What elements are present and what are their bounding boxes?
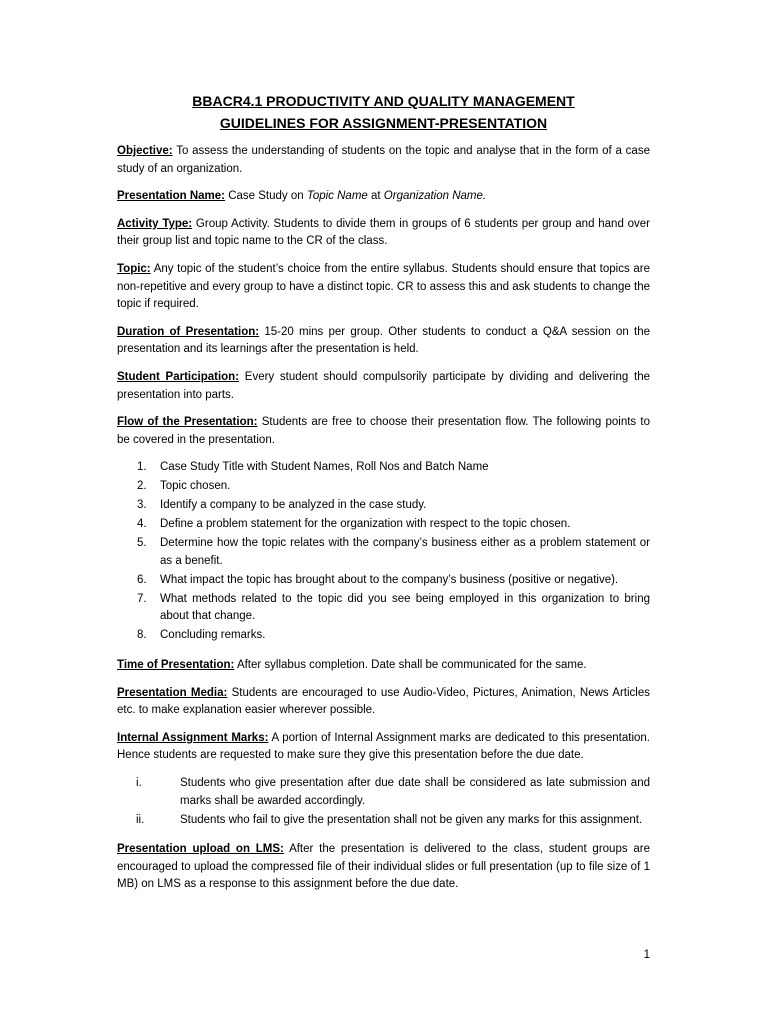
flow-point-text: What impact the topic has brought about to the company’s business (positive or negative). [160,573,619,586]
flow-point-number: 6. [137,573,147,586]
flow-label: Flow of the Presentation: [117,416,258,429]
lms-upload-label: Presentation upload on LMS: [117,843,284,856]
marks-rules-list [117,775,650,829]
flow-point-number: 8. [137,629,147,642]
flow-point [117,478,650,496]
presentation-name-text-between: at [371,190,381,203]
marks-rule-numeral: i. [136,776,142,789]
flow-point-number: 3. [137,499,147,512]
flow-point-text: Topic chosen. [160,480,231,493]
flow-point [117,627,650,645]
flow-point-text: Concluding remarks. [160,629,266,642]
flow-point-number: 5. [137,537,147,550]
flow-point-text: Case Study Title with Student Names, Roll Nos and Batch Name [160,461,489,474]
presentation-name-label: Presentation Name: [117,190,226,203]
objective-paragraph [117,143,650,178]
topic-label: Topic: [117,262,151,275]
media-text: Students are encouraged to use Audio-Video, Pictures, Animation, News Articles etc. to make explanation easier wherever possible. [117,686,650,717]
flow-point-number: 1. [137,461,147,474]
media-paragraph [117,685,650,720]
flow-point [117,459,650,477]
topic-name-placeholder: Topic Name [306,190,368,203]
lms-upload-paragraph [117,841,650,894]
presentation-name-paragraph [117,188,650,206]
duration-paragraph [117,324,650,359]
flow-point-number: 7. [137,592,147,605]
participation-label: Student Participation: [117,370,240,383]
flow-point [117,497,650,515]
topic-text: Any topic of the student’s choice from the entire syllabus. Students should ensure that topics are non-repetitive and every group to have a distinct topic. CR to assess this and ask students to change the topic if required. [117,262,651,311]
flow-text: Students are free to choose their presentation flow. The following points to be covered in the presentation. [117,416,650,446]
flow-point [117,516,650,534]
marks-label: Internal Assignment Marks: [117,731,269,744]
topic-paragraph [117,261,650,314]
flow-point [117,535,650,570]
activity-type-text: Group Activity. Students to divide them in groups of 6 students per group and hand over their group list and topic name to the CR of the class. [117,217,650,248]
flow-point-text: Determine how the topic relates with the company’s business either as a problem statement or as a benefit. [160,537,650,567]
page-number: 1 [643,949,650,961]
flow-point-text: Identify a company to be analyzed in the case study. [160,499,427,512]
participation-paragraph [117,369,650,404]
objective-text: To assess the understanding of students on the topic and analyse that in the form of a case study of an organization. [117,145,650,175]
flow-paragraph [117,414,650,449]
lms-upload-text: After the presentation is delivered to the class, student groups are encouraged to upload the compressed file of their individual slides or full presentation (up to file size of 1 MB) on LMS as a response to this assignment before the due date. [117,843,651,891]
media-label: Presentation Media: [117,686,228,699]
duration-label: Duration of Presentation: [117,325,260,338]
flow-point [117,591,650,626]
flow-point [117,572,650,590]
marks-rule-text: Students who fail to give the presentation shall not be given any marks for this assignment. [180,813,643,826]
flow-point-text: What methods related to the topic did you see being employed in this organization to bring about that change. [160,592,650,623]
marks-rule [117,775,650,810]
time-label: Time of Presentation: [117,658,235,671]
marks-text: A portion of Internal Assignment marks are dedicated to this presentation. Hence students are requested to make sure they give this presentation before the due date. [117,731,650,762]
participation-text: Every student should compulsorily participate by dividing and delivering the presentation into parts. [117,370,650,401]
presentation-name-text-before: Case Study on [228,190,304,203]
duration-text: 15-20 mins per group. Other students to conduct a Q&A session on the presentation and its learnings after the presentation is held. [117,325,651,356]
marks-rule [117,812,650,830]
marks-rule-text: Students who give presentation after due date shall be considered as late submission and marks shall be awarded accordingly. [180,776,650,807]
organization-name-placeholder: Organization Name. [383,190,487,203]
time-paragraph [117,657,650,675]
course-title: BBACR4.1 PRODUCTIVITY AND QUALITY MANAGEMENT [192,93,575,109]
marks-paragraph [117,730,650,765]
activity-type-paragraph [117,216,650,251]
marks-rule-numeral: ii. [136,813,145,826]
flow-point-text: Define a problem statement for the organization with respect to the topic chosen. [160,518,571,531]
guidelines-title: GUIDELINES FOR ASSIGNMENT-PRESENTATION [219,115,548,131]
flow-points-list [117,459,650,645]
document-header [117,90,650,134]
activity-type-label: Activity Type: [117,217,193,230]
document-body [117,90,650,904]
flow-point-number: 2. [137,480,147,493]
objective-label: Objective: [117,145,173,157]
time-text: After syllabus completion. Date shall be communicated for the same. [236,658,587,671]
flow-point-number: 4. [137,518,147,531]
